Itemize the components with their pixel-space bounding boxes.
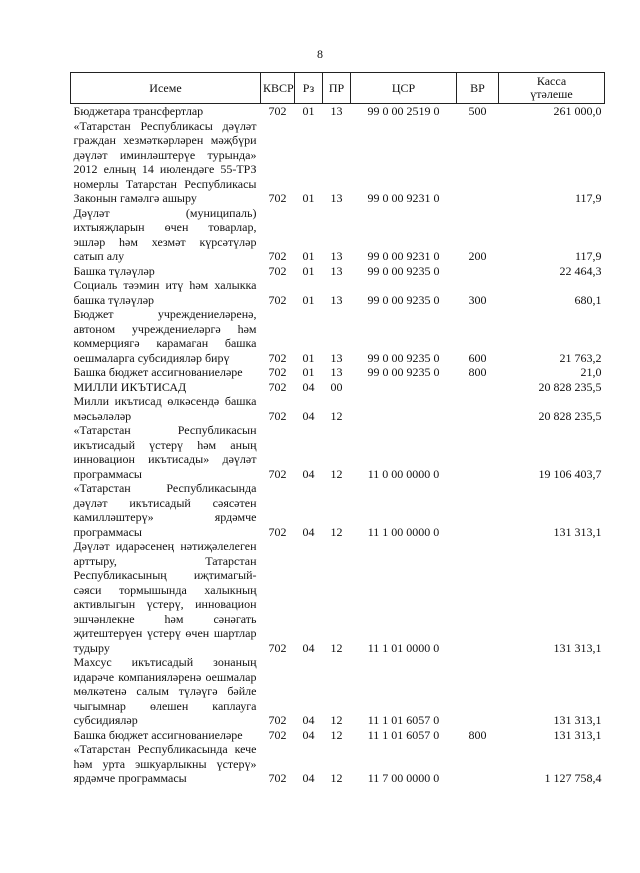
row-pr: 12: [330, 524, 343, 539]
table-row: [71, 278, 605, 307]
table-row: [71, 104, 605, 119]
row-pr: 13: [330, 292, 343, 307]
table-row: [71, 119, 605, 206]
row-csr: 99 0 00 9235 0: [367, 263, 440, 278]
row-kvsr: 702: [268, 104, 287, 118]
row-vr: [457, 655, 499, 728]
row-rz: 01: [302, 365, 315, 379]
row-rz: 04: [302, 640, 315, 655]
table-row: [71, 742, 605, 786]
row-kassa: 261 000,0: [553, 104, 602, 118]
row-rz: 04: [302, 727, 315, 742]
row-kassa: 21 763,2: [559, 350, 602, 365]
table-body: [71, 104, 605, 786]
row-pr: 12: [330, 466, 343, 481]
row-name: «Татарстан Республикасында кече һәм урта эшкуарлыкны үстерү» ярдәмче программасы: [73, 742, 257, 785]
table-row: [71, 206, 605, 264]
row-pr: 13: [330, 249, 343, 263]
table-row: [71, 728, 605, 743]
row-pr: 13: [330, 350, 343, 365]
row-kvsr: 702: [268, 727, 287, 742]
row-pr: 12: [330, 727, 343, 742]
row-rz: 01: [302, 104, 315, 118]
row-kvsr: 702: [268, 408, 287, 423]
row-rz: 04: [302, 524, 315, 539]
row-rz: 01: [302, 249, 315, 263]
row-kassa: 117,9: [574, 191, 602, 205]
row-kvsr: 702: [268, 640, 287, 655]
table-row: [71, 307, 605, 365]
row-pr: 13: [330, 365, 343, 379]
header-pr: ПР: [323, 73, 351, 104]
row-kassa: 117,9: [574, 249, 602, 263]
row-name: Дәүләт (муниципаль) ихтыяҗларын өчен товарлар, эшләр һәм хезмәт күрсәтүләр сатып алу: [73, 205, 257, 263]
row-kvsr: 702: [268, 379, 287, 394]
header-kassa-line1: Касса: [536, 74, 567, 88]
row-name: Башка бюджет ассигнованиеләре: [73, 365, 243, 379]
row-csr: 99 0 00 9231 0: [367, 249, 440, 263]
row-rz: 04: [302, 713, 315, 727]
row-kassa: 20 828 235,5: [538, 408, 602, 423]
row-csr: 99 0 00 2519 0: [367, 104, 440, 118]
row-pr: 13: [330, 263, 343, 278]
row-kassa: 680,1: [574, 292, 602, 307]
row-vr: [457, 119, 499, 206]
row-kvsr: 702: [268, 466, 287, 481]
row-rz: 04: [302, 771, 315, 785]
row-name: «Татарстан Республикасын икътисадый үстерү һәм аның инновацион икътисады» дәүләт программасы: [73, 423, 257, 481]
row-pr: 12: [330, 771, 343, 785]
row-vr: 800: [468, 365, 487, 379]
row-vr: [457, 481, 499, 539]
header-name: Исеме: [71, 73, 261, 104]
row-kassa: 131 313,1: [553, 640, 602, 655]
row-rz: 04: [302, 408, 315, 423]
row-csr: 11 1 01 6057 0: [367, 713, 440, 727]
row-csr: [351, 394, 457, 423]
row-csr: [351, 380, 457, 395]
row-pr: 12: [330, 408, 343, 423]
row-name: «Татарстан Республикасы дәүләт граждан хезмәткәрләрен мәҗбүри дәүләт иминләштерүе турында» 2012 елның 14 июлендәге 55-ТРЗ номерлы Татарстан Республикасы Законын гамәлгә ашыру: [73, 118, 257, 205]
page-number: 8: [317, 47, 323, 61]
row-vr: 200: [468, 249, 487, 263]
row-vr: 800: [468, 727, 487, 742]
header-csr: ЦСР: [351, 73, 457, 104]
table-row: [71, 423, 605, 481]
header-vr: ВР: [457, 73, 499, 104]
row-csr: 99 0 00 9235 0: [367, 365, 440, 379]
row-vr: [457, 423, 499, 481]
row-csr: 11 1 00 0000 0: [367, 524, 440, 539]
table-row: [71, 481, 605, 539]
row-csr: 99 0 00 9235 0: [367, 350, 440, 365]
row-kvsr: 702: [268, 249, 287, 263]
row-pr: 13: [330, 104, 343, 118]
row-name: Башка бюджет ассигнованиеләре: [73, 727, 243, 742]
row-vr: [457, 742, 499, 786]
row-rz: 01: [302, 191, 315, 205]
row-rz: 01: [302, 292, 315, 307]
header-kassa: [499, 73, 605, 104]
row-kassa: 21,0: [580, 365, 602, 379]
row-kassa: 19 106 403,7: [538, 466, 602, 481]
row-kvsr: 702: [268, 263, 287, 278]
table-row: [71, 264, 605, 279]
row-rz: 04: [302, 466, 315, 481]
row-kvsr: 702: [268, 350, 287, 365]
header-kassa-line2: үтәлеше: [530, 87, 573, 101]
row-name: Бюджетара трансфертлар: [73, 104, 204, 118]
row-kassa: 131 313,1: [553, 727, 602, 742]
row-vr: [457, 380, 499, 395]
row-vr: 600: [468, 350, 487, 365]
row-csr: 11 1 01 6057 0: [367, 727, 440, 742]
row-csr: 11 0 00 0000 0: [367, 466, 440, 481]
row-rz: 01: [302, 263, 315, 278]
row-name: Бюджет учреждениеләренә, автоном учреждениеләргә һәм коммерциягә карамаган башка оешмаларга субсидияләр бирү: [73, 307, 257, 365]
budget-table: [70, 72, 605, 786]
row-vr: [457, 264, 499, 279]
row-name: Социаль тәэмин итү һәм халыкка башка түләүләр: [73, 278, 257, 307]
row-csr: 11 1 01 0000 0: [367, 640, 440, 655]
table-row: [71, 655, 605, 728]
row-kassa: 22 464,3: [559, 263, 602, 278]
row-vr: [457, 394, 499, 423]
row-kassa: 1 127 758,4: [544, 771, 602, 785]
row-vr: [457, 539, 499, 655]
row-name: МИЛЛИ ИКЪТИСАД: [73, 379, 187, 394]
table-header: [71, 73, 605, 104]
row-kvsr: 702: [268, 191, 287, 205]
header-rz: Рз: [295, 73, 323, 104]
row-kassa: 131 313,1: [553, 713, 602, 727]
row-name: «Татарстан Республикасында дәүләт икътисадый сәясәтен камилләштерү» ярдәмче программасы: [73, 481, 257, 539]
row-name: Милли икътисад өлкәсендә башка мәсьәләләр: [73, 394, 257, 423]
row-csr: 11 7 00 0000 0: [367, 771, 440, 785]
row-rz: 01: [302, 350, 315, 365]
table-row: [71, 539, 605, 655]
row-kvsr: 702: [268, 771, 287, 785]
table-row: [71, 365, 605, 380]
row-name: Дәүләт идарәсенең нәтиҗәлелеген арттыру, Татарстан Республикасының иҗтимагый-сәяси тормышында халыкның активлыгын үстерү, инновацион эшчәнлекне һәм сәнәгать җитештерүен үстерү өчен шартлар тудыру: [73, 539, 257, 655]
row-name: Махсус икътисадый зонаның идарәче компанияләренә оешмалар мөлкәтенә салым түләүгә бәйле чыгымнар өлешен каплауга субсидияләр: [73, 655, 257, 727]
row-kvsr: 702: [268, 524, 287, 539]
row-kvsr: 702: [268, 365, 287, 379]
row-kvsr: 702: [268, 292, 287, 307]
header-kvsr: КВСР: [261, 73, 295, 104]
row-name: Башка түләүләр: [73, 263, 155, 278]
row-pr: 13: [330, 191, 343, 205]
row-csr: 99 0 00 9235 0: [367, 292, 440, 307]
row-csr: 99 0 00 9231 0: [367, 191, 440, 205]
table-row: [71, 394, 605, 423]
row-kassa: 131 313,1: [553, 524, 602, 539]
row-rz: 04: [302, 379, 315, 394]
table-row: [71, 380, 605, 395]
row-pr: 00: [330, 379, 343, 394]
row-vr: 500: [468, 104, 487, 118]
row-pr: 12: [330, 640, 343, 655]
row-kassa: 20 828 235,5: [538, 379, 602, 394]
row-kvsr: 702: [268, 713, 287, 727]
row-pr: 12: [330, 713, 343, 727]
row-vr: 300: [468, 292, 487, 307]
